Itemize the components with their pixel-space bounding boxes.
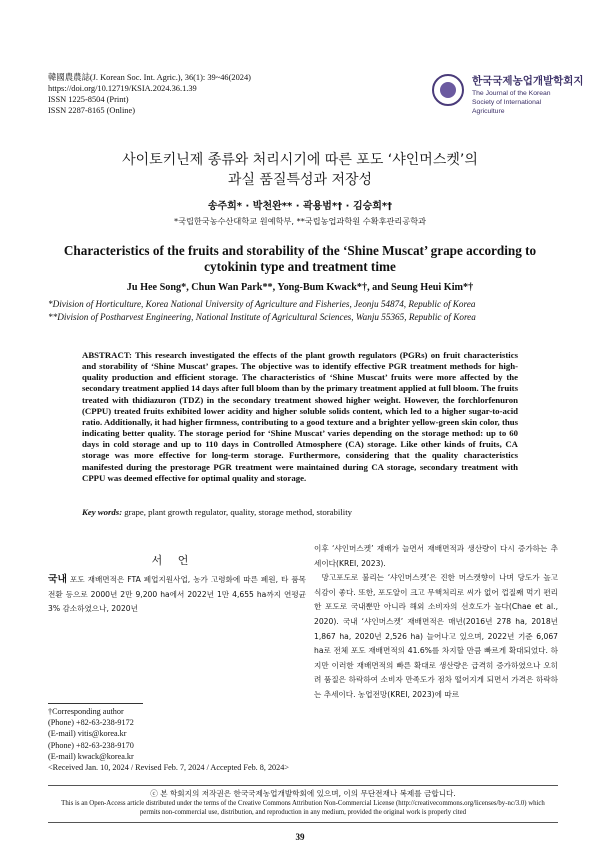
intro-left-text: 포도 재배면적은 FTA 폐업지원사업, 농가 고령화에 따른 폐원, 타 품목 전환 등으로 2000년 2만 9,200 ha에서 2022년 1만 4,655 ha까지 연평균 3% 감소하였으나, 2020년 <box>48 575 306 614</box>
page-number: 39 <box>295 832 305 842</box>
copyright-ko: ⓒ 본 학회지의 저작권은 한국국제농업개발학회에 있으며, 이의 무단전재나 복제를 금합니다. <box>150 789 456 798</box>
paper-title-en: Characteristics of the fruits and storability of the ‘Shine Muscat’ grape according to cytokinin type and treatment time <box>63 243 537 274</box>
keywords-text: grape, plant growth regulator, quality, storage method, storability <box>124 507 353 517</box>
society-emblem-icon <box>432 74 464 106</box>
authors-ko: 송주희* · 박천완** · 곽용범*† · 김승희*† <box>207 201 393 212</box>
intro-right-para-1: 이후 ‘샤인머스켓’ 재배가 늘면서 재배면적과 생산량이 다시 증가하는 추세이다(KREI, 2023). <box>314 544 558 568</box>
journal-citation: 韓國農農誌(J. Korean Soc. Int. Agric.), 36(1): 39~46(2024) <box>48 73 251 82</box>
intro-right-column <box>314 542 558 703</box>
society-name-ko: 한국국제농업개발학회지 <box>472 75 584 87</box>
received-dates: <Received Jan. 10, 2024 / Revised Feb. 7, 2024 / Accepted Feb. 8, 2024> <box>48 763 289 773</box>
email-1[interactable]: (E-mail) vitis@korea.kr <box>48 729 127 739</box>
email-2[interactable]: (E-mail) kwack@korea.kr <box>48 751 134 761</box>
society-logo <box>432 70 584 118</box>
title-ko-line-2: 과실 품질특성과 저장성 <box>227 172 373 188</box>
license-box <box>48 785 558 823</box>
section-title-introduction: 서 언 <box>151 554 195 567</box>
authors-en: Ju Hee Song*, Chun Wan Park**, Yong-Bum Kwack*†, and Seung Heui Kim*† <box>126 282 474 293</box>
affiliation-en-1: *Division of Horticulture, Korea National University of Agriculture and Fisheries, Jeonju 54874, Republic of Korea <box>48 299 476 309</box>
paper-title-ko <box>0 150 600 190</box>
corresponding-author: †Corresponding author <box>48 707 124 716</box>
intro-right-para-2: 망고포도로 불리는 ‘샤인머스켓’은 진한 머스캣향이 나며 당도가 높고 식감이 좋다. 또한, 포도알이 크고 무핵처리로 씨가 없어 껍질째 먹기 편리한 포도로 국내뿐만 아니라 해외 소비자의 선호도가 높다(Chae et al., 2020). 국내 ‘샤인머스켓’ 재배면적은 매년(2016년 278 ha, 2018년 1,867 ha, 2020년 2,526 ha) 늘어나고 있으며, 2022년 기준 6,067 ha로 전체 포도 재배면적의 41.6%를 차지할 만큼 빠르게 확대되었다. 하지만 이러한 재배면적의 빠른 확대로 생산량은 급격히 증가하였으나 오히려 품질은 하락하여 소비자 만족도가 점차 떨어지게 되면서 가격은 하락하는 추세이다. 농업전망(KREI, 2023)에 따르 <box>314 573 558 699</box>
doi-link[interactable]: https://doi.org/10.12719/KSIA.2024.36.1.39 <box>48 84 197 93</box>
issn-print: ISSN 1225-8504 (Print) <box>48 95 129 104</box>
affiliation-ko: *국립한국농수산대학교 원예학부, **국립농업과학원 수확후관리공학과 <box>173 216 427 226</box>
license-line-1: This is an Open-Access article distributed under the terms of the Creative Commons Attribution Non-Commercial License (http://creativecommons.org/licenses/by-nc/3.0) which <box>61 799 545 807</box>
affiliation-en-2: **Division of Postharvest Engineering, National Institute of Agricultural Sciences, Wanju 55365, Republic of Korea <box>48 312 476 322</box>
keywords-label: Key words: <box>82 507 123 517</box>
society-name-en: The Journal of the Korean Society of International Agriculture <box>472 90 551 115</box>
intro-drop-word: 국내 <box>48 574 67 585</box>
phone-2: (Phone) +82-63-238-9170 <box>48 740 134 750</box>
issn-online: ISSN 2287-8165 (Online) <box>48 106 136 115</box>
journal-header <box>48 72 251 116</box>
footnote <box>48 706 308 773</box>
phone-1: (Phone) +82-63-238-9172 <box>48 718 134 728</box>
intro-left-column <box>48 573 306 617</box>
title-ko-line-1: 사이토키닌제 종류와 처리시기에 따른 포도 ‘샤인머스켓’의 <box>122 152 478 168</box>
abstract: ABSTRACT: This research investigated the effects of the plant growth regulators (PGRs) on fruit characteristics and storability of ‘Shine Muscat’ grapes. The objective was to identify effective PGR treatment methods for high-quality production and efficient storage. The characteristics of ‘Shine Muscat’ fruits were more affected by the secondary treatment applied 14 days after full bloom than by the primary treatment applied at full bloom. The fruits treated with thidiazuron (TDZ) in the secondary treatment showed higher weight. However, the forchlorfenuron (CPPU) treated fruits exhibited lower acidity and higher soluble solids content, which led to a higher sugar-to-acid ratio. Additionally, it had higher firmness, contributing to a good texture and a brighter yellow-green skin color, thus indicating better quality. The storage period for ‘Shine Muscat’ varies depending on the storage method: up to 60 days in cold storage and up to 110 days in Controlled Atmosphere (CA) storage. Like other kinds of fruits, CA storage was more effective for long-term storage. Furthermore, considering that the quality characteristics manifested during the prestorage PGR treatment were maintained during CA storage, secondary treatment with CPPU was deemed effective for optimal quality and storage. <box>82 350 518 483</box>
license-line-2: permits non-commercial use, distribution, and reproduction in any medium, provided the original work is properly cited <box>139 809 467 816</box>
affiliation-en <box>48 298 568 324</box>
footnote-rule <box>48 703 143 704</box>
keywords <box>82 507 518 517</box>
